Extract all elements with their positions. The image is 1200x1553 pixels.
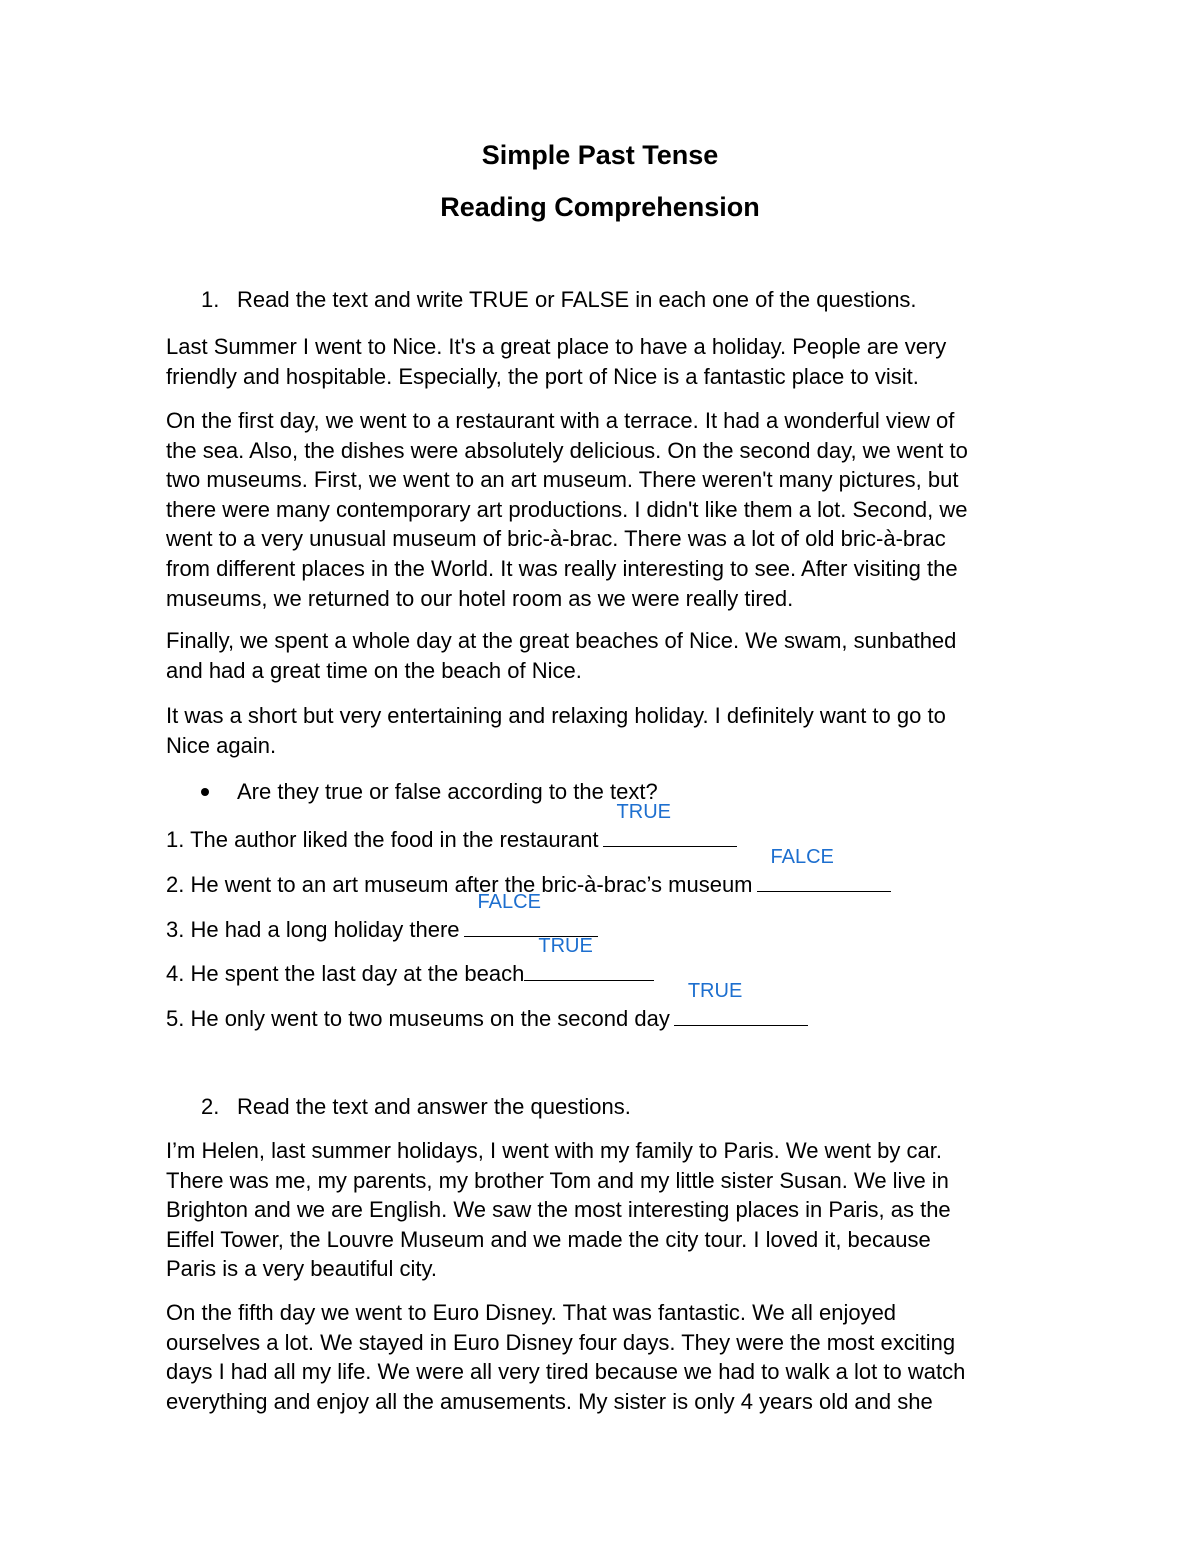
section1-paragraph-2 [166, 406, 1046, 613]
section2-paragraph-2 [166, 1298, 1046, 1416]
answer-text: FALCE [770, 846, 834, 868]
text-line: On the fifth day we went to Euro Disney. That was fantastic. We all enjoyed [166, 1300, 897, 1325]
answer-text: TRUE [687, 980, 743, 1002]
text-line: went to a very unusual museum of bric-à-brac. There was a lot of old bric-à-brac [166, 526, 946, 552]
text-line: There was me, my parents, my brother Tom and my little sister Susan. We live in [166, 1167, 949, 1193]
text-line: Eiffel Tower, the Louvre Museum and we made the city tour. I loved it, because [166, 1226, 931, 1252]
text-line: there were many contemporary art productions. I didn't like them a lot. Second, we [166, 496, 968, 522]
answer-blank[interactable] [757, 846, 891, 892]
text-line: days I had all my life. We were all very tired because we had to walk a lot to watch [166, 1359, 966, 1385]
text-line: museums, we returned to our hotel room as we were really tired. [166, 585, 794, 611]
answer-blank[interactable] [603, 801, 737, 847]
text-line: everything and enjoy all the amusements. My sister is only 4 years old and she [166, 1388, 933, 1414]
text-line: Brighton and we are English. We saw the most interesting places in Paris, as the [166, 1197, 951, 1223]
question-1 [166, 801, 737, 855]
question-text: 1. The author liked the food in the restaurant [166, 827, 599, 852]
question-text: 2. He went to an art museum after the bric-à-brac’s museum [166, 872, 753, 897]
question-text: 3. He had a long holiday there [166, 917, 460, 942]
page-subtitle: Reading Comprehension [440, 192, 760, 222]
question-text: 4. He spent the last day at the beach [166, 961, 525, 986]
text-line: Last Summer I went to Nice. It's a great place to have a holiday. People are very [166, 334, 947, 359]
section2-paragraph-1 [166, 1136, 1046, 1284]
text-line: two museums. First, we went to an art museum. There weren't many pictures, but [166, 467, 959, 493]
answer-text: FALCE [477, 891, 541, 913]
text-line: It was a short but very entertaining and relaxing holiday. I definitely want to go to [166, 703, 946, 728]
text-line: On the first day, we went to a restaurant with a terrace. It had a wonderful view of [166, 408, 955, 433]
text-line: Paris is a very beautiful city. [166, 1256, 438, 1282]
text-line: friendly and hospitable. Especially, the port of Nice is a fantastic place to visit. [166, 363, 919, 389]
section1-paragraph-1 [166, 332, 1046, 391]
text-line: I’m Helen, last summer holidays, I went with my family to Paris. We went by car. [166, 1138, 942, 1163]
text-line: and had a great time on the beach of Nice. [166, 657, 582, 683]
text-line: from different places in the World. It was really interesting to see. After visiting the [166, 555, 958, 581]
answer-text: TRUE [616, 801, 671, 823]
text-line: the sea. Also, the dishes were absolutely delicious. On the second day, we went to [166, 437, 968, 463]
question-3 [166, 891, 598, 945]
page-title: Simple Past Tense [481, 140, 719, 170]
section2-number: 2. [201, 1094, 220, 1119]
answer-blank[interactable] [674, 980, 808, 1026]
answer-blank[interactable] [524, 935, 654, 981]
answer-text: TRUE [538, 935, 593, 957]
text-line: Nice again. [166, 732, 277, 758]
text-line: ourselves a lot. We stayed in Euro Disney four days. They were the most exciting [166, 1329, 956, 1355]
section2-instruction-text: Read the text and answer the questions. [237, 1094, 631, 1119]
section1-paragraph-4 [166, 701, 1046, 760]
section1-instruction-text: Read the text and write TRUE or FALSE in each one of the questions. [237, 287, 917, 312]
question-4 [166, 935, 654, 989]
question-5 [166, 980, 808, 1034]
questions-prompt-text: Are they true or false according to the text? [237, 779, 658, 804]
section1-number: 1. [201, 287, 220, 312]
question-text: 5. He only went to two museums on the second day [166, 1006, 670, 1031]
answer-blank[interactable] [464, 891, 598, 937]
text-line: Finally, we spent a whole day at the great beaches of Nice. We swam, sunbathed [166, 628, 957, 653]
section1-paragraph-3 [166, 626, 1046, 685]
bullet-icon [201, 788, 209, 796]
